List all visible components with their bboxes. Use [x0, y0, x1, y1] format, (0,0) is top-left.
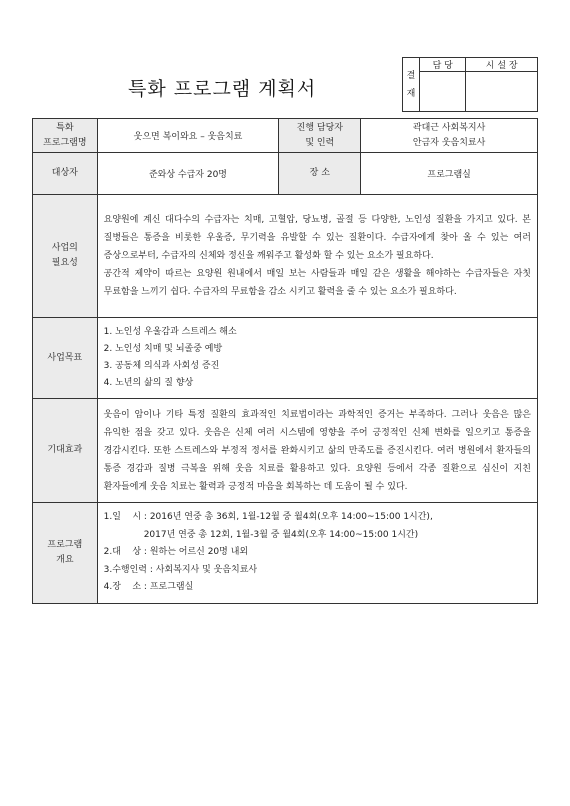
label-program-name: 특화 프로그램명 [33, 119, 98, 153]
list-item: 2017년 연중 총 12회, 1월-3월 중 월4회(오후 14:00~15:00 1시간) [103, 529, 419, 540]
page-title: 특화 프로그램 계획서 [128, 78, 317, 100]
label-effect: 기대효과 [33, 399, 98, 503]
list-item: 3.수행인력 : 사회복지사 및 웃음치료사 [103, 564, 258, 575]
approval-sign-director[interactable] [466, 72, 538, 112]
list-item: 2. 노인성 치매 및 뇌졸중 예방 [103, 344, 223, 354]
staff-value: 곽대근 사회복지사 안금자 웃음치료사 [361, 119, 538, 153]
approval-sign-staff[interactable] [420, 72, 466, 112]
approval-box [402, 57, 538, 112]
overview-list [97, 503, 537, 604]
label-staff: 진행 담당자 및 인력 [279, 119, 361, 153]
list-item: 3. 공동체 의식과 사회성 증진 [103, 361, 220, 371]
list-item: 1.일 시 : 2016년 연중 총 36회, 1월-12월 중 월4회(오후 14:00~15:00 1시간), [103, 512, 433, 522]
necessity-text: 요양원에 계신 대다수의 수급자는 치매, 고혈압, 당뇨병, 골절 등 다양한, 노인성 질환을 가지고 있다. 본 질병들은 통증을 비롯한 우울증, 무기력을 유발할 수 있는 질환이다. 수급자에게 찾아 올 수 있는 여러 증상으로부터, 수급자의 신체와 정신을 깨워주고 활성화 할 수 있는 요소가 필요하다. 공간적 제약이 따르는 요양원 원내에서 매일 보는 사람들과 매일 같은 생활을 해야하는 수급자들은 자칫 무료함을 느끼기 쉽다. 수급자의 무료함을 감소 시키고 활력을 줄 수 있는 요소가 필요하다. [97, 195, 537, 318]
target-value: 준와상 수급자 20명 [97, 153, 279, 195]
list-item: 4. 노년의 삶의 질 향상 [103, 378, 194, 388]
list-item: 4.장 소 : 프로그램실 [103, 582, 194, 592]
place-value: 프로그램실 [361, 153, 538, 195]
program-name-value: 웃으면 복이와요 – 웃음치료 [97, 119, 279, 153]
label-overview: 프로그램 개요 [33, 503, 98, 604]
label-goals: 사업목표 [33, 318, 98, 399]
effect-text: 웃음이 암이나 기타 특정 질환의 효과적인 치료법이라는 과학적인 증거는 부족하다. 그러나 웃음은 많은 유익한 점을 갖고 있다. 웃음은 신체 여러 시스템에 영향을 주어 긍정적인 신체 변화를 일으키고 통증을 경감시킨다. 또한 스트레스와 부정적 정서를 완화시키고 삶의 만족도를 증진시킨다. 여러 병원에서 환자들의 통증 경감과 질병 극복을 위해 웃음 치료를 활용하고 있다. 요양원 등에서 각종 질환으로 심신이 지친 환자들에게 웃음 치료는 활력과 긍정적 마음을 회복하는 데 도움이 될 수 있다. [97, 399, 537, 503]
list-item: 1. 노인성 우울감과 스트레스 해소 [103, 327, 237, 337]
plan-table [32, 118, 538, 604]
label-place: 장 소 [279, 153, 361, 195]
goals-list [97, 318, 537, 399]
label-target: 대상자 [33, 153, 98, 195]
approval-header-staff: 담 당 [420, 58, 466, 72]
approval-label: 결 재 [403, 58, 420, 112]
label-necessity: 사업의 필요성 [33, 195, 98, 318]
approval-header-director: 시 설 장 [466, 58, 538, 72]
list-item: 2.대 상 : 원하는 어르신 20명 내외 [103, 547, 249, 557]
